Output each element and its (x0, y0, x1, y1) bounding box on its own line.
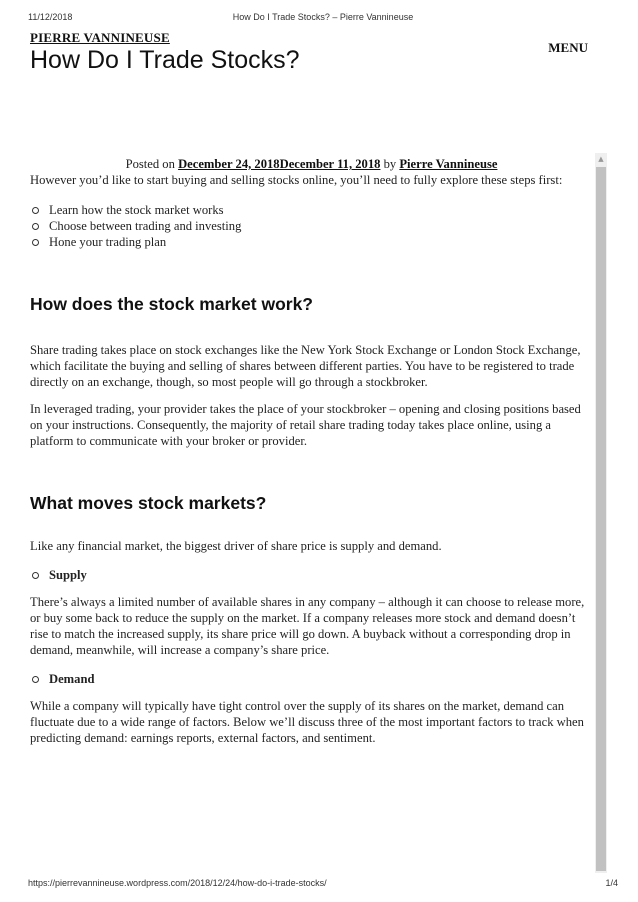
print-date: 11/12/2018 (28, 12, 73, 22)
print-url: https://pierrevannineuse.wordpress.com/2018/12/24/how-do-i-trade-stocks/ (28, 878, 327, 888)
posted-on-label: Posted on (125, 157, 175, 171)
published-date-link[interactable]: December 24, 2018 (178, 157, 280, 171)
author-link[interactable]: Pierre Vannineuse (399, 157, 498, 171)
demand-list (30, 671, 593, 687)
list-item: Hone your trading plan (30, 234, 593, 250)
paragraph: Like any financial market, the biggest driver of share price is supply and demand. (30, 539, 442, 553)
scrollbar[interactable] (595, 153, 607, 873)
supply-list (30, 567, 593, 583)
intro-paragraph: However you’d like to start buying and selling stocks online, you’ll need to fully explore these steps first: (30, 173, 563, 187)
paragraph: While a company will typically have tight control over the supply of its shares on the market, demand can fluctuate due to a wide range of factors. Below we’ll discuss three of the most important factors to track when predicting demand: earnings reports, external factors, and sentiment. (30, 699, 584, 745)
print-footer (28, 878, 618, 890)
demand-label: Demand (30, 671, 593, 687)
menu-button[interactable]: MENU (548, 40, 588, 55)
section-heading-moves: What moves stock markets? (30, 493, 267, 513)
post-meta (30, 156, 593, 172)
site-title-link[interactable]: PIERRE VANNINEUSE (30, 30, 170, 45)
page-title: How Do I Trade Stocks? (30, 46, 300, 74)
paragraph: There’s always a limited number of available shares in any company – although it can choose to release more, or buy some back to reduce the supply on the market. If a company releases more stock and demand doesn’t rise to match the increased supply, its share price will go down. A buyback without a corresponding drop in demand, meanwhile, will increase a company’s share price. (30, 595, 585, 657)
print-page-title: How Do I Trade Stocks? – Pierre Vannineuse (232, 12, 414, 22)
section-heading-market: How does the stock market work? (30, 294, 313, 314)
paragraph: In leveraged trading, your provider takes the place of your stockbroker – opening and closing positions based on your instructions. Consequently, the majority of retail share trading today takes place online, using a platform to communicate with your broker or provider. (30, 402, 581, 448)
scroll-thumb[interactable] (596, 167, 606, 871)
list-item: Learn how the stock market works (30, 202, 593, 218)
paragraph: Share trading takes place on stock exchanges like the New York Stock Exchange or London Stock Exchange, which facilitate the buying and selling of shares between different parties. You have to be registered to trade directly on an exchange, though, so most people will go through a stockbroker. (30, 343, 581, 389)
scroll-up-arrow-icon[interactable]: ▲ (598, 155, 604, 163)
steps-list (30, 202, 593, 250)
by-label: by (383, 157, 397, 171)
supply-label: Supply (30, 567, 593, 583)
print-page-number: 1/4 (605, 878, 618, 888)
list-item: Choose between trading and investing (30, 218, 593, 234)
updated-date-link[interactable]: December 11, 2018 (279, 157, 381, 171)
print-header (28, 12, 618, 24)
article-content (30, 155, 593, 746)
